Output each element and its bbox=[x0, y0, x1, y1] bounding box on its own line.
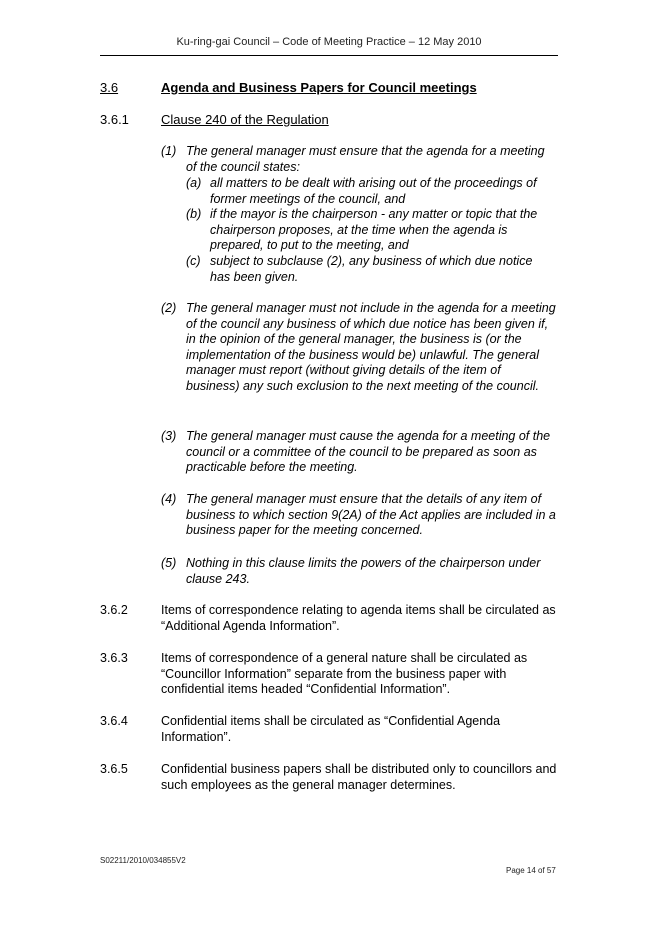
subclause-text: all matters to be dealt with arising out of the proceedings of former meetings of the council, and bbox=[210, 176, 537, 206]
subsection-title: Clause 240 of the Regulation bbox=[161, 112, 329, 127]
paragraph-text: Items of correspondence of a general nature shall be circulated as “Councillor Information” separate from the business paper with confidential items headed “Confidential Information”. bbox=[161, 651, 528, 696]
paragraph-text: Confidential items shall be circulated as “Confidential Agenda Information”. bbox=[161, 714, 501, 744]
document-reference: S02211/2010/034855V2 bbox=[100, 856, 186, 865]
clause-text: Nothing in this clause limits the powers of the chairperson under clause 243. bbox=[186, 556, 541, 586]
subclause-number: (c) bbox=[186, 254, 201, 268]
subclause-text: subject to subclause (2), any business of which due notice has been given. bbox=[210, 254, 533, 284]
section-number: 3.6 bbox=[100, 80, 119, 95]
clause-text: The general manager must not include in the agenda for a meeting of the council any business of which due notice has been given if, in the opinion of the general manager, the business is (or the implementation of the business would be) unlawful. The general manager must report (without giving details of the item of business) any such exclusion to the next meeting of the council. bbox=[186, 301, 556, 393]
clause-number: (1) bbox=[161, 144, 177, 158]
clause-1 bbox=[161, 144, 561, 176]
paragraph-number: 3.6.4 bbox=[100, 714, 128, 728]
clause-text: The general manager must cause the agenda for a meeting of the council or a committee of the council to be prepared as soon as practicable before the meeting. bbox=[186, 429, 551, 474]
subsection-number: 3.6.1 bbox=[100, 112, 129, 127]
paragraph-text: Confidential business papers shall be distributed only to councillors and such employees as the general manager determines. bbox=[161, 762, 557, 792]
subclause-number: (b) bbox=[186, 207, 202, 221]
clause-text: The general manager must ensure that the details of any item of business to which section 9(2A) of the Act applies are included in a business paper for the meeting concerned. bbox=[186, 492, 556, 537]
section-title: Agenda and Business Papers for Council meetings bbox=[161, 80, 477, 95]
clause-number: (4) bbox=[161, 492, 177, 506]
clause-number: (3) bbox=[161, 429, 177, 443]
page-header: Ku-ring-gai Council – Code of Meeting Practice – 12 May 2010 bbox=[176, 36, 482, 48]
clause-number: (2) bbox=[161, 301, 177, 315]
paragraph-number: 3.6.2 bbox=[100, 603, 128, 617]
subclause-number: (a) bbox=[186, 176, 202, 190]
paragraph-text: Items of correspondence relating to agenda items shall be circulated as “Additional Agenda Information”. bbox=[161, 603, 556, 633]
paragraph-number: 3.6.5 bbox=[100, 762, 128, 776]
clause-number: (5) bbox=[161, 556, 177, 570]
page-number: Page 14 of 57 bbox=[506, 866, 556, 875]
paragraph-number: 3.6.3 bbox=[100, 651, 128, 665]
clause-text: The general manager must ensure that the agenda for a meeting of the council states: bbox=[186, 144, 545, 174]
subclause-text: if the mayor is the chairperson - any matter or topic that the chairperson proposes, at the time when the agenda is prepared, to put to the meeting, and bbox=[210, 207, 538, 252]
header-divider bbox=[100, 55, 558, 56]
